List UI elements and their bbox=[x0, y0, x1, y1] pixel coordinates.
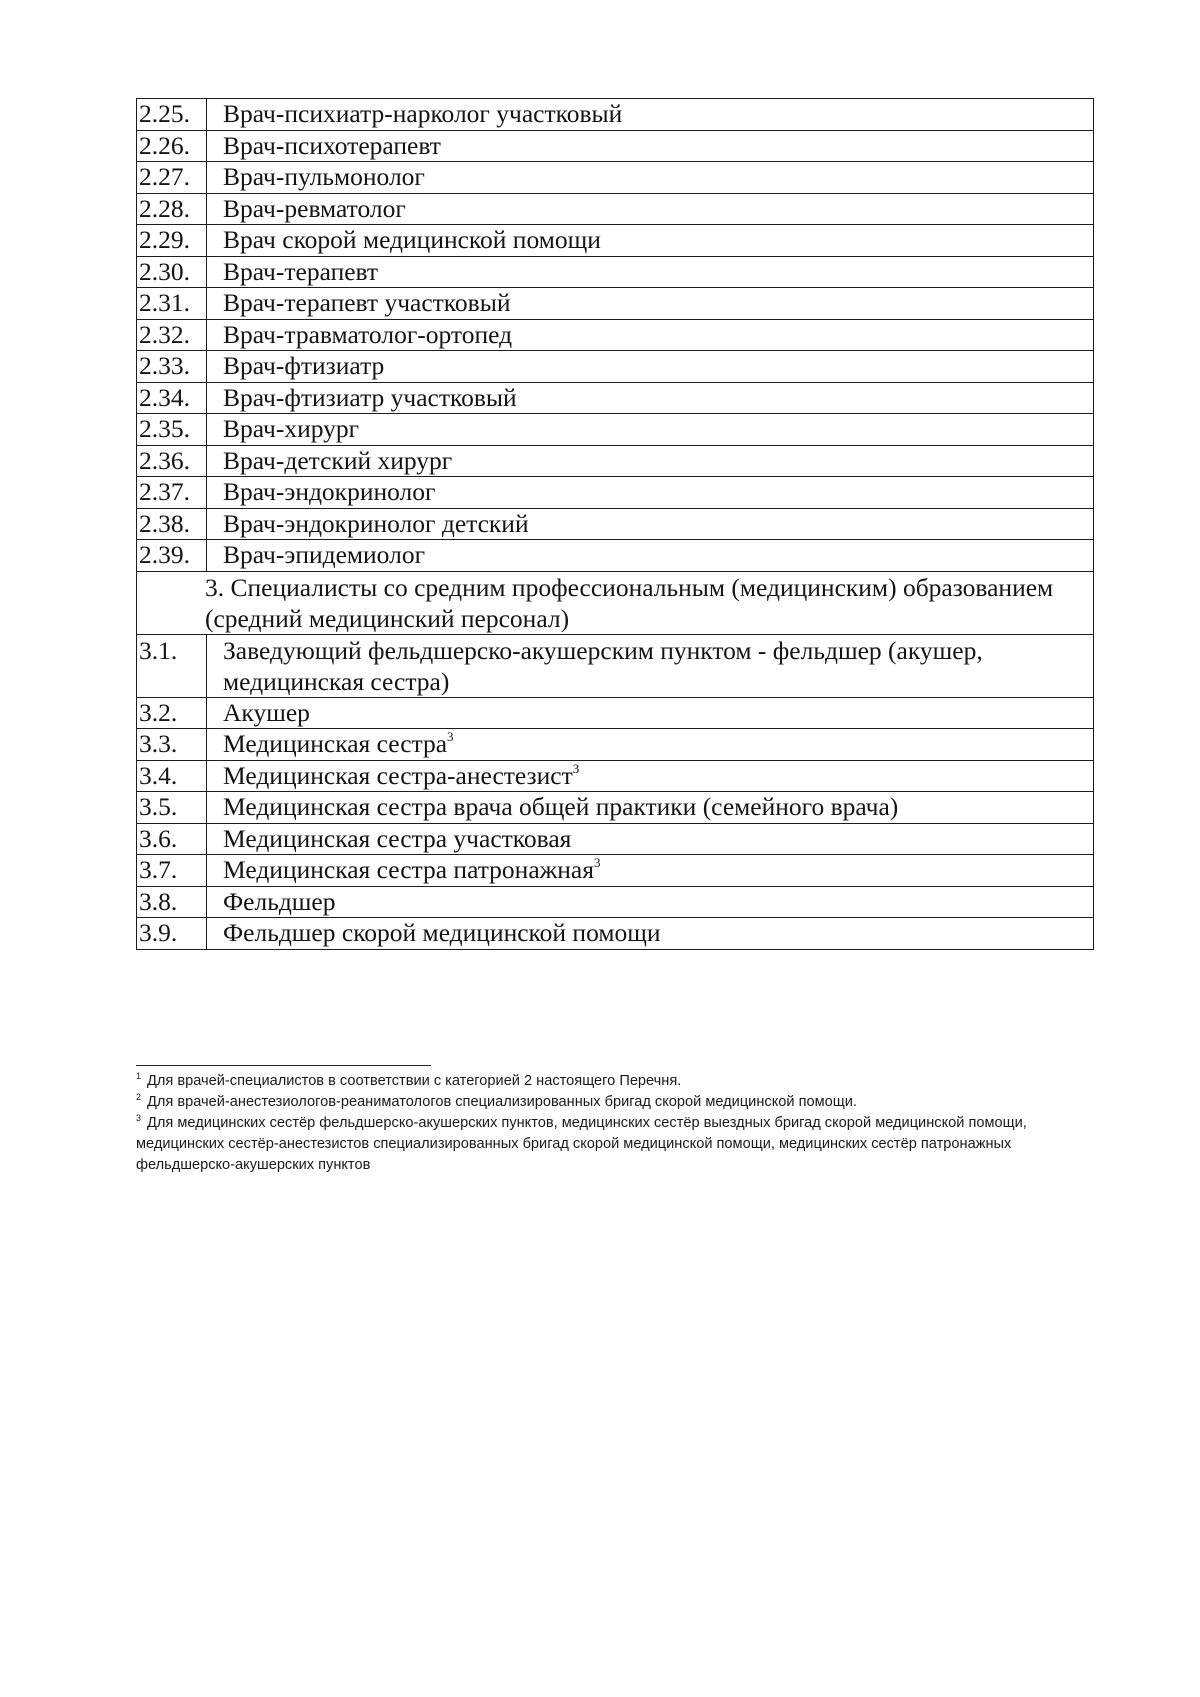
row-number: 2.32. bbox=[137, 319, 207, 351]
row-name: Врач-эндокринолог bbox=[207, 477, 1094, 509]
row-number: 2.34. bbox=[137, 382, 207, 414]
footnote-text: Для врачей-специалистов в соответствии с категорией 2 настоящего Перечня. bbox=[147, 1073, 682, 1089]
row-name: Фельдшер bbox=[207, 886, 1094, 918]
row-name: Врач-терапевт участковый bbox=[207, 288, 1094, 320]
table-row bbox=[137, 697, 1094, 729]
footnote-1 bbox=[136, 1071, 1086, 1092]
table-row bbox=[137, 477, 1094, 509]
row-name: Врач-детский хирург bbox=[207, 445, 1094, 477]
footnote-3 bbox=[136, 1113, 1086, 1176]
footnote-separator bbox=[136, 1065, 431, 1066]
row-name: Заведующий фельдшерско-акушерским пунктом - фельдшер (акушер, медицинская сестра) bbox=[207, 634, 1094, 697]
table-row bbox=[137, 540, 1094, 572]
table-row bbox=[137, 792, 1094, 824]
row-number: 2.36. bbox=[137, 445, 207, 477]
table-row bbox=[137, 414, 1094, 446]
row-name: Врач-хирург bbox=[207, 414, 1094, 446]
row-number: 3.2. bbox=[137, 697, 207, 729]
row-name: Врач-эпидемиолог bbox=[207, 540, 1094, 572]
section-header-row bbox=[137, 571, 1094, 634]
footnote-text: Для врачей-анестезиологов-реаниматологов специализированных бригад скорой медицинской помощи. bbox=[147, 1094, 857, 1110]
table-row bbox=[137, 162, 1094, 194]
row-number: 2.31. bbox=[137, 288, 207, 320]
row-name: Врач-фтизиатр bbox=[207, 351, 1094, 383]
row-number: 3.3. bbox=[137, 729, 207, 761]
row-name: Врач-ревматолог bbox=[207, 193, 1094, 225]
row-number: 2.33. bbox=[137, 351, 207, 383]
table-row bbox=[137, 288, 1094, 320]
row-number: 2.39. bbox=[137, 540, 207, 572]
row-name: Медицинская сестра патронажная$^3$ bbox=[207, 855, 1094, 887]
row-number: 3.7. bbox=[137, 855, 207, 887]
row-number: 2.28. bbox=[137, 193, 207, 225]
footnote-ref: 3 bbox=[593, 855, 601, 870]
footnote-text: Для медицинских сестёр фельдшерско-акушерских пунктов, медицинских сестёр выездных бригад скорой медицинской помощи, медицинских сестёр-анестезистов специализированных бригад скорой медицинской помощи, медицинских сестёр патронажных фельдшерско-акушерских пунктов bbox=[136, 1115, 1027, 1173]
row-name: Врач-терапевт bbox=[207, 256, 1094, 288]
row-number: 3.5. bbox=[137, 792, 207, 824]
table-row bbox=[137, 193, 1094, 225]
table-row bbox=[137, 351, 1094, 383]
row-number: 2.27. bbox=[137, 162, 207, 194]
row-name: Врач-эндокринолог детский bbox=[207, 508, 1094, 540]
table-row bbox=[137, 823, 1094, 855]
row-name: Медицинская сестра$^3$ bbox=[207, 729, 1094, 761]
row-name: Медицинская сестра участковая bbox=[207, 823, 1094, 855]
row-name: Акушер bbox=[207, 697, 1094, 729]
row-number: 3.8. bbox=[137, 886, 207, 918]
row-number: 2.26. bbox=[137, 130, 207, 162]
table-row bbox=[137, 256, 1094, 288]
row-name: Врач-травматолог-ортопед bbox=[207, 319, 1094, 351]
row-name: Фельдшер скорой медицинской помощи bbox=[207, 918, 1094, 950]
row-name: Медицинская сестра врача общей практики (семейного врача) bbox=[207, 792, 1094, 824]
table-row bbox=[137, 729, 1094, 761]
row-number: 2.25. bbox=[137, 99, 207, 131]
footnotes bbox=[136, 1071, 1086, 1176]
table-row bbox=[137, 382, 1094, 414]
table-row bbox=[137, 760, 1094, 792]
table-row bbox=[137, 886, 1094, 918]
table-row bbox=[137, 508, 1094, 540]
table-row bbox=[137, 99, 1094, 131]
row-number: 2.29. bbox=[137, 225, 207, 257]
table-row bbox=[137, 225, 1094, 257]
row-number: 2.30. bbox=[137, 256, 207, 288]
footnote-ref: 3 bbox=[572, 760, 580, 776]
row-name: Врач скорой медицинской помощи bbox=[207, 225, 1094, 257]
table-row bbox=[137, 445, 1094, 477]
row-number: 3.1. bbox=[137, 634, 207, 697]
table-row bbox=[137, 130, 1094, 162]
row-number: 3.9. bbox=[137, 918, 207, 950]
footnote-marker: 3 bbox=[136, 1113, 142, 1123]
row-number: 2.35. bbox=[137, 414, 207, 446]
section-3-title: 3. Специалисты со средним профессиональным (медицинским) образованием (средний медицинский персонал) bbox=[137, 571, 1094, 634]
footnote-marker: 2 bbox=[136, 1092, 142, 1102]
row-name: Врач-фтизиатр участковый bbox=[207, 382, 1094, 414]
table-row bbox=[137, 319, 1094, 351]
footnote-2 bbox=[136, 1092, 1086, 1113]
row-number: 2.37. bbox=[137, 477, 207, 509]
row-name: Врач-пульмонолог bbox=[207, 162, 1094, 194]
table-row bbox=[137, 918, 1094, 950]
footnote-ref: 3 bbox=[447, 729, 454, 744]
row-name: Врач-психиатр-нарколог участковый bbox=[207, 99, 1094, 131]
row-number: 3.4. bbox=[137, 760, 207, 792]
table-row bbox=[137, 855, 1094, 887]
row-number: 3.6. bbox=[137, 823, 207, 855]
table-row bbox=[137, 634, 1094, 697]
specialists-table bbox=[136, 98, 1094, 950]
row-name: Врач-психотерапевт bbox=[207, 130, 1094, 162]
footnote-marker: 1 bbox=[136, 1071, 142, 1081]
row-name: Медицинская сестра-анестезист$^3$ bbox=[207, 760, 1094, 792]
row-number: 2.38. bbox=[137, 508, 207, 540]
